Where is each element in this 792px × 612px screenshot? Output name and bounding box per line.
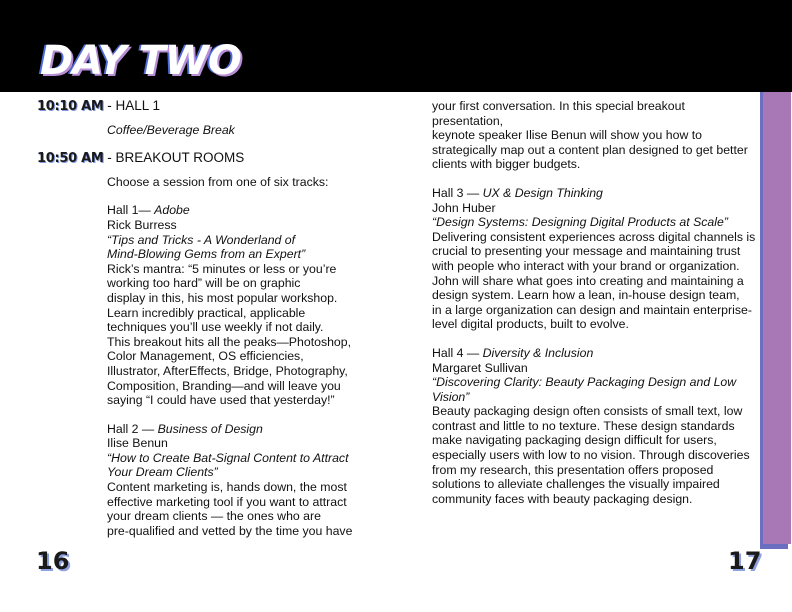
page-title: DAY TWO — [40, 38, 241, 84]
body-line: Content marketing is, hands down, the most — [107, 480, 347, 495]
track-name: Adobe — [154, 203, 190, 218]
body-line: keynote speaker Ilise Benun will show you how to — [432, 128, 702, 143]
speaker-name: Rick Burress — [107, 217, 177, 232]
hall-label — [107, 422, 367, 437]
right-column — [432, 99, 756, 506]
talk-title: “Design Systems: Designing Digital Products at Scale” — [432, 215, 728, 230]
track-name: Business of Design — [157, 421, 263, 436]
header-bar — [0, 0, 792, 92]
session-time: 10:10 AM — [37, 99, 104, 114]
body-line: techniques you’ll use weekly if not daily. — [107, 320, 324, 335]
body-line: pre-qualified and vetted by the time you have — [107, 523, 353, 538]
body-line: solutions to alleviate challenges the visually impaired — [432, 477, 720, 492]
body-line: your first conversation. In this special breakout presentation, — [432, 99, 685, 128]
hall-prefix: Hall 1— — [107, 203, 155, 218]
body-line: saying “I could have used that yesterday!” — [107, 393, 335, 408]
body-line: This breakout hits all the peaks—Photoshop, — [107, 334, 352, 349]
body-line: working too hard” will be on graphic — [107, 276, 301, 291]
session-heading-2 — [37, 151, 367, 167]
talk-title: “Tips and Tricks - A Wonderland of — [107, 232, 296, 247]
body-line: Composition, Branding—and will leave you — [107, 378, 341, 393]
talk-title: Vision” — [432, 389, 470, 404]
body-line: your dream clients — the ones who are — [107, 509, 321, 524]
talk-title: “How to Create Bat-Signal Content to Attract — [107, 450, 349, 465]
body-line: strategically map out a content plan designed to get better — [432, 142, 748, 157]
left-column — [37, 99, 367, 538]
hall-prefix: Hall 2 — — [107, 421, 158, 436]
page-number-left: 16 — [36, 547, 70, 575]
session-subtitle: Coffee/Beverage Break — [107, 122, 235, 137]
talk-title: “Discovering Clarity: Beauty Packaging Design and Low — [432, 375, 737, 390]
body-line: from my research, this presentation offers proposed — [432, 462, 714, 477]
body-line: in a large organization can design and maintain enterprise- — [432, 302, 752, 317]
body-line: level digital products, built to evolve. — [432, 317, 629, 332]
hall-prefix: Hall 4 — — [432, 345, 483, 360]
body-line: Color Management, OS efficiencies, — [107, 349, 304, 364]
tracks-intro: Choose a session from one of six tracks: — [107, 174, 329, 189]
talk-title: Mind-Blowing Gems from an Expert” — [107, 247, 306, 262]
body-line: community faces with beauty packaging design. — [432, 491, 693, 506]
body-line: contrast and little to no texture. These design standards — [432, 418, 735, 433]
session-time: 10:50 AM — [37, 151, 104, 167]
session-location: - HALL 1 — [103, 98, 161, 113]
sidebar-panel — [763, 92, 791, 544]
body-line: design system. Learn how a lean, in-house design team, — [432, 288, 740, 303]
speaker-name: Ilise Benun — [107, 436, 168, 451]
session-heading-1 — [37, 99, 367, 115]
body-line: make navigating packaging design difficult for users, — [432, 433, 717, 448]
body-line: Delivering consistent experiences across digital channels is — [432, 229, 756, 244]
body-line: effective marketing tool if you want to attract — [107, 494, 347, 509]
session-location: - BREAKOUT ROOMS — [103, 150, 245, 166]
hall-label — [432, 186, 756, 201]
speaker-name: Margaret Sullivan — [432, 360, 528, 375]
hall-label — [107, 203, 367, 218]
speaker-name: John Huber — [432, 200, 496, 215]
hall-prefix: Hall 3 — — [432, 185, 483, 200]
body-line: crucial to presenting your message and maintaining trust — [432, 244, 741, 259]
decorative-sidebar — [760, 92, 792, 549]
body-line: display in this, his most popular workshop. — [107, 290, 338, 305]
body-line: especially users with low to no vision. Through discoveries — [432, 448, 750, 463]
track-name: Diversity & Inclusion — [482, 345, 594, 360]
body-line: Illustrator, AfterEffects, Bridge, Photography, — [107, 363, 348, 378]
body-line: clients with bigger budgets. — [432, 157, 581, 172]
track-name: UX & Design Thinking — [482, 185, 603, 200]
body-line: Learn incredibly practical, applicable — [107, 305, 306, 320]
body-line: Beauty packaging design often consists of small text, low — [432, 404, 743, 419]
page-number-right: 17 — [728, 547, 762, 575]
hall-1-block — [107, 203, 367, 538]
body-line: Rick’s mantra: “5 minutes or less or you’re — [107, 261, 337, 276]
talk-title: Your Dream Clients” — [107, 465, 218, 480]
body-line: with people who interact with your brand or organization. — [432, 258, 740, 273]
hall-label — [432, 346, 756, 361]
body-line: John will share what goes into creating and maintaining a — [432, 273, 744, 288]
